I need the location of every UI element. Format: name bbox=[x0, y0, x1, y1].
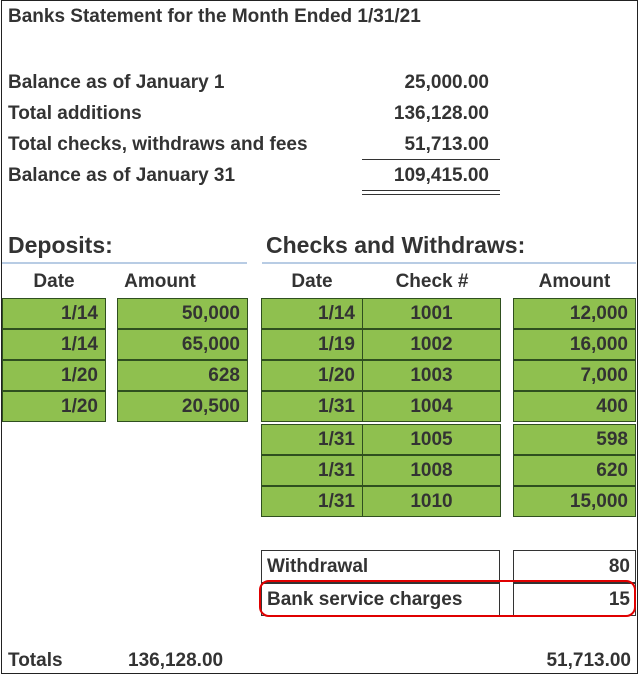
summary-label-additions: Total additions bbox=[8, 103, 142, 124]
totals-deposits: 136,128.00 bbox=[128, 650, 224, 671]
summary-value-checks: 51,713.00 bbox=[404, 134, 489, 155]
deposit-date-cell: 1/20 bbox=[2, 360, 106, 391]
deposit-amount-cell: 65,000 bbox=[117, 329, 248, 360]
check-number-cell: 1004 bbox=[362, 391, 501, 422]
summary-value-additions: 136,128.00 bbox=[393, 103, 489, 124]
check-date-cell: 1/31 bbox=[261, 486, 363, 517]
check-amount-cell: 620 bbox=[513, 455, 636, 486]
checks-number-header: Check # bbox=[395, 271, 469, 292]
withdrawal-label: Withdrawal bbox=[261, 550, 500, 583]
totals-label: Totals bbox=[8, 650, 63, 671]
summary-underline bbox=[362, 159, 500, 160]
withdrawal-amount: 80 bbox=[513, 550, 636, 583]
checks-rule bbox=[262, 262, 636, 264]
check-amount-cell: 400 bbox=[513, 391, 636, 422]
check-number-cell: 1008 bbox=[362, 455, 501, 486]
service-charge-highlight bbox=[259, 580, 636, 617]
check-amount-cell: 7,000 bbox=[513, 360, 636, 391]
checks-date-header: Date bbox=[291, 271, 333, 292]
deposit-date-cell: 1/20 bbox=[2, 391, 106, 422]
check-date-cell: 1/31 bbox=[261, 424, 363, 455]
summary-double-underline bbox=[362, 190, 500, 195]
summary-label-closing: Balance as of January 31 bbox=[8, 165, 236, 186]
check-number-cell: 1003 bbox=[362, 360, 501, 391]
checks-amount-header: Amount bbox=[538, 271, 611, 292]
summary-value-closing: 109,415.00 bbox=[393, 165, 489, 186]
check-amount-cell: 15,000 bbox=[513, 486, 636, 517]
check-amount-cell: 16,000 bbox=[513, 329, 636, 360]
service-charge-label: Bank service charges bbox=[261, 583, 500, 616]
check-amount-cell: 598 bbox=[513, 424, 636, 455]
check-date-cell: 1/31 bbox=[261, 391, 363, 422]
deposit-amount-cell: 50,000 bbox=[117, 298, 248, 329]
check-date-cell: 1/31 bbox=[261, 455, 363, 486]
summary-label-checks: Total checks, withdraws and fees bbox=[8, 134, 308, 155]
deposit-date-cell: 1/14 bbox=[2, 298, 106, 329]
check-number-cell: 1001 bbox=[362, 298, 501, 329]
deposits-rule bbox=[2, 262, 247, 264]
check-date-cell: 1/20 bbox=[261, 360, 363, 391]
totals-checks: 51,713.00 bbox=[546, 650, 631, 671]
deposit-amount-cell: 628 bbox=[117, 360, 248, 391]
statement-title: Banks Statement for the Month Ended 1/31/21 bbox=[8, 6, 421, 27]
summary-value-opening: 25,000.00 bbox=[404, 72, 489, 93]
check-date-cell: 1/19 bbox=[261, 329, 363, 360]
deposits-date-header: Date bbox=[33, 271, 75, 292]
check-number-cell: 1010 bbox=[362, 486, 501, 517]
check-number-cell: 1002 bbox=[362, 329, 501, 360]
deposit-date-cell: 1/14 bbox=[2, 329, 106, 360]
check-amount-cell: 12,000 bbox=[513, 298, 636, 329]
service-charge-amount: 15 bbox=[513, 583, 636, 616]
summary-label-opening: Balance as of January 1 bbox=[8, 72, 225, 93]
check-date-cell: 1/14 bbox=[261, 298, 363, 329]
checks-heading: Checks and Withdraws: bbox=[266, 232, 526, 258]
check-number-cell: 1005 bbox=[362, 424, 501, 455]
deposits-heading: Deposits: bbox=[8, 232, 113, 258]
deposit-amount-cell: 20,500 bbox=[117, 391, 248, 422]
deposits-amount-header: Amount bbox=[124, 271, 196, 292]
